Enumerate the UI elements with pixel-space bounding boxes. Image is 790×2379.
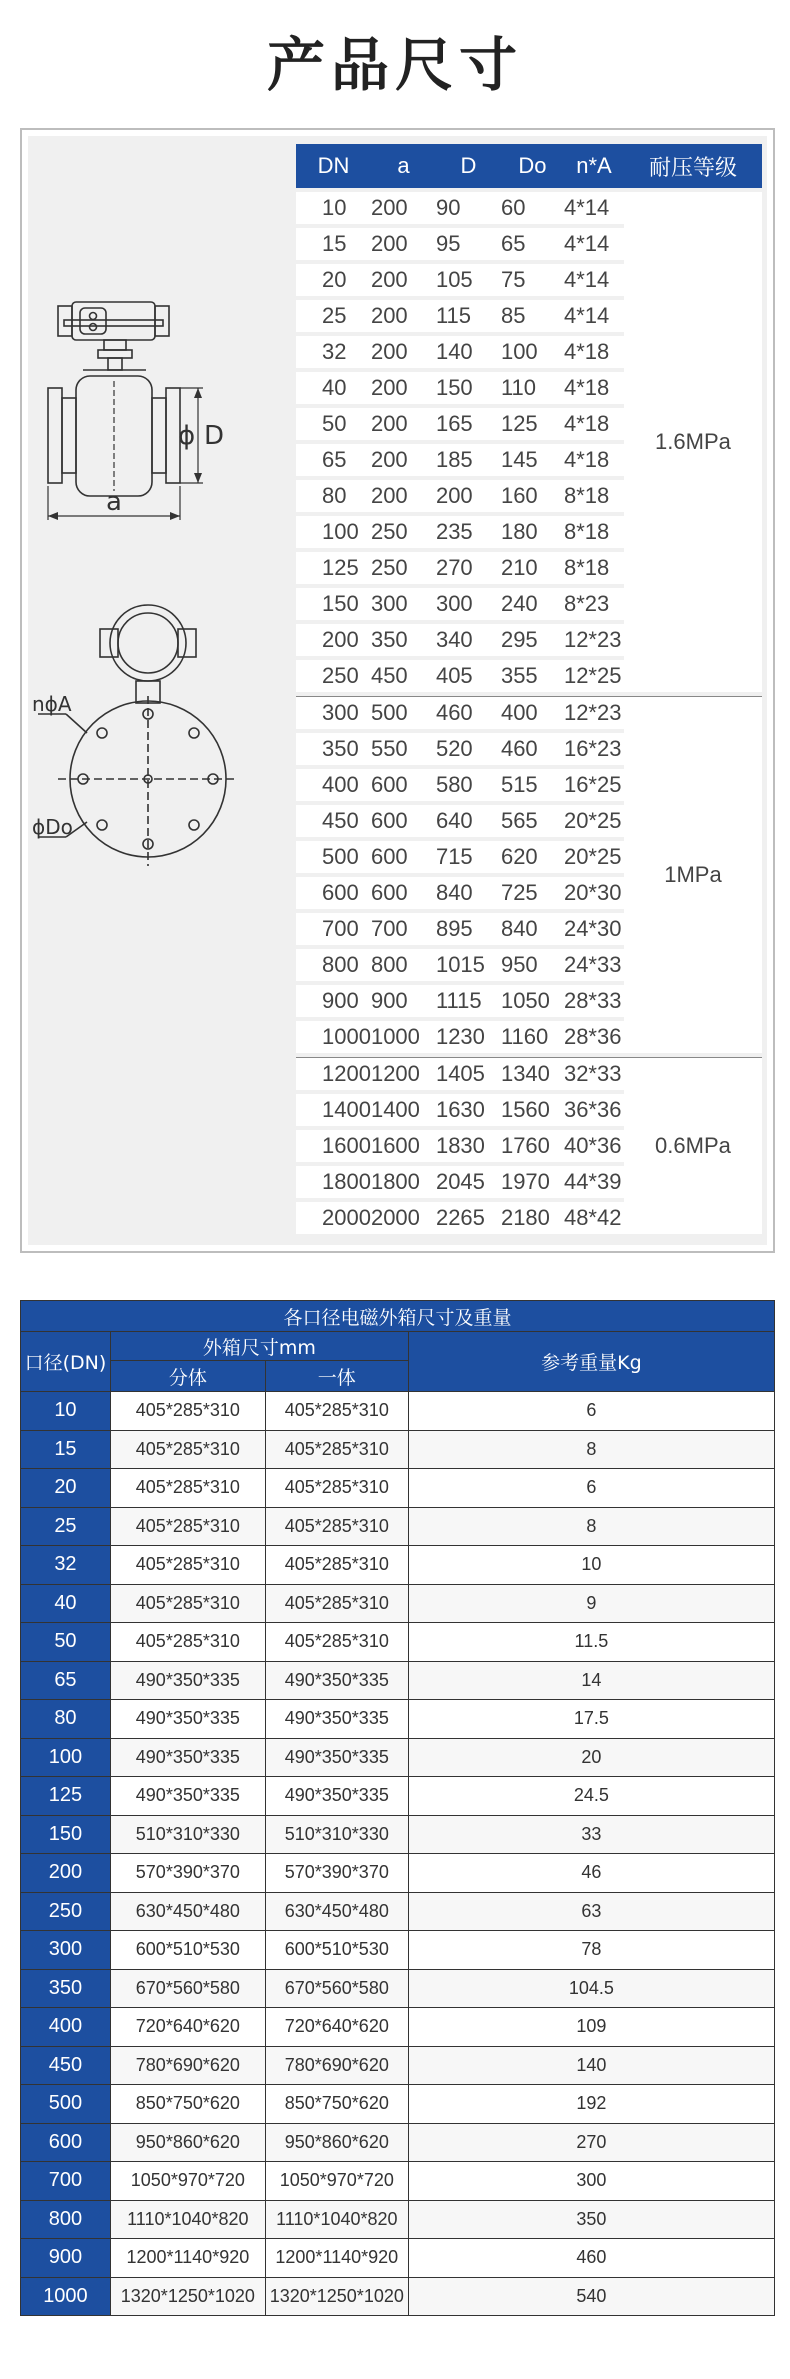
weight-cell-dn: 600: [21, 2123, 111, 2162]
weight-cell-dn: 125: [21, 1777, 111, 1816]
spec-cell: 40*36: [564, 1130, 624, 1162]
spec-cell: 1405: [436, 1057, 501, 1090]
spec-cell: 1230: [436, 1021, 501, 1053]
spec-header-a: a: [371, 144, 436, 188]
weight-cell: 850*750*620: [265, 2085, 408, 2124]
weight-cell: 9: [408, 1584, 774, 1623]
weight-row: [21, 1969, 775, 2008]
weight-cell: 670*560*580: [110, 1969, 265, 2008]
spec-cell: 48*42: [564, 1202, 624, 1234]
weight-cell: 20: [408, 1738, 774, 1777]
spec-cell: 600: [371, 769, 436, 801]
spec-cell: 12*25: [564, 660, 624, 692]
spec-cell: 8*18: [564, 516, 624, 548]
spec-cell: 28*36: [564, 1021, 624, 1053]
weight-cell-dn: 450: [21, 2046, 111, 2085]
weight-cell: 720*640*620: [265, 2008, 408, 2047]
page-title: 产品尺寸: [266, 31, 523, 99]
weight-cell: 950*860*620: [265, 2123, 408, 2162]
weight-cell: 17.5: [408, 1700, 774, 1739]
weight-cell-dn: 25: [21, 1507, 111, 1546]
spec-cell: 65: [296, 444, 371, 476]
spec-cell: 200: [371, 300, 436, 332]
weight-row: [21, 1700, 775, 1739]
spec-cell: 200: [371, 408, 436, 440]
weight-header-integral: 一体: [265, 1361, 408, 1392]
weight-cell-dn: 20: [21, 1469, 111, 1508]
weight-cell: 270: [408, 2123, 774, 2162]
spec-cell: 580: [436, 769, 501, 801]
spec-cell: 1115: [436, 985, 501, 1017]
spec-cell: 515: [501, 769, 564, 801]
spec-row: [296, 696, 762, 729]
weight-cell-dn: 32: [21, 1546, 111, 1585]
spec-cell: 105: [436, 264, 501, 296]
spec-cell: 95: [436, 228, 501, 260]
spec-cell: 950: [501, 949, 564, 981]
dimension-panel: [20, 128, 775, 1253]
spec-row: [296, 1057, 762, 1090]
spec-cell: 400: [501, 696, 564, 729]
spec-cell: 640: [436, 805, 501, 837]
spec-cell: 32: [296, 336, 371, 368]
spec-cell: 1050: [501, 985, 564, 1017]
spec-cell: 80: [296, 480, 371, 512]
spec-cell: 800: [296, 949, 371, 981]
spec-cell: 840: [501, 913, 564, 945]
spec-cell: 1340: [501, 1057, 564, 1090]
spec-cell: 110: [501, 372, 564, 404]
spec-cell: 125: [296, 552, 371, 584]
weight-cell: 78: [408, 1931, 774, 1970]
spec-cell: 24*33: [564, 949, 624, 981]
spec-cell: 295: [501, 624, 564, 656]
weight-cell-dn: 10: [21, 1392, 111, 1431]
spec-cell: 185: [436, 444, 501, 476]
spec-cell: 100: [501, 336, 564, 368]
spec-cell: 700: [296, 913, 371, 945]
weight-row: [21, 2123, 775, 2162]
weight-cell: 630*450*480: [265, 1892, 408, 1931]
spec-cell: 200: [371, 480, 436, 512]
weight-cell: 405*285*310: [265, 1430, 408, 1469]
spec-cell: 85: [501, 300, 564, 332]
weight-cell: 24.5: [408, 1777, 774, 1816]
spec-cell: 200: [371, 192, 436, 224]
label-phi: ϕ: [178, 421, 196, 451]
spec-cell: 250: [371, 552, 436, 584]
weight-row: [21, 1738, 775, 1777]
spec-cell: 1630: [436, 1094, 501, 1126]
spec-cell: 500: [371, 696, 436, 729]
spec-header-dn: DN: [296, 144, 371, 188]
weight-cell: 600*510*530: [110, 1931, 265, 1970]
label-n-phi-a: nϕA: [32, 692, 72, 716]
spec-cell: 20*30: [564, 877, 624, 909]
spec-cell: 1600: [371, 1130, 436, 1162]
weight-cell-dn: 300: [21, 1931, 111, 1970]
weight-cell-dn: 80: [21, 1700, 111, 1739]
weight-cell: 192: [408, 2085, 774, 2124]
spec-cell: 20*25: [564, 841, 624, 873]
spec-cell: 1830: [436, 1130, 501, 1162]
spec-cell: 4*14: [564, 300, 624, 332]
weight-cell: 490*350*335: [265, 1661, 408, 1700]
weight-cell-dn: 800: [21, 2200, 111, 2239]
weight-cell-dn: 500: [21, 2085, 111, 2124]
spec-cell: 1800: [296, 1166, 371, 1198]
weight-cell: 405*285*310: [110, 1430, 265, 1469]
weight-cell-dn: 400: [21, 2008, 111, 2047]
spec-cell: 4*14: [564, 228, 624, 260]
spec-cell: 2000: [371, 1202, 436, 1234]
spec-cell: 2265: [436, 1202, 501, 1234]
weight-table: [20, 1300, 775, 2316]
spec-cell: 4*14: [564, 192, 624, 224]
spec-cell: 4*18: [564, 372, 624, 404]
spec-cell: 1200: [371, 1057, 436, 1090]
weight-cell-dn: 200: [21, 1854, 111, 1893]
spec-cell: 1000: [296, 1021, 371, 1053]
weight-cell: 8: [408, 1430, 774, 1469]
spec-cell: 355: [501, 660, 564, 692]
weight-cell: 490*350*335: [265, 1700, 408, 1739]
weight-cell: 1110*1040*820: [265, 2200, 408, 2239]
spec-cell: 4*18: [564, 444, 624, 476]
spec-cell: 200: [296, 624, 371, 656]
spec-cell: 840: [436, 877, 501, 909]
spec-cell: 300: [296, 696, 371, 729]
spec-cell: 1800: [371, 1166, 436, 1198]
spec-cell: 50: [296, 408, 371, 440]
weight-cell: 350: [408, 2200, 774, 2239]
spec-cell: 200: [371, 444, 436, 476]
spec-cell: 240: [501, 588, 564, 620]
weight-cell: 300: [408, 2162, 774, 2201]
spec-cell: 1970: [501, 1166, 564, 1198]
weight-cell-dn: 100: [21, 1738, 111, 1777]
spec-cell: 200: [371, 228, 436, 260]
spec-cell: 2000: [296, 1202, 371, 1234]
weight-cell: 570*390*370: [265, 1854, 408, 1893]
spec-cell: 125: [501, 408, 564, 440]
weight-cell: 490*350*335: [265, 1777, 408, 1816]
spec-cell: 8*18: [564, 552, 624, 584]
spec-cell: 75: [501, 264, 564, 296]
weight-cell: 540: [408, 2277, 774, 2316]
spec-cell: 800: [371, 949, 436, 981]
spec-cell: 1400: [371, 1094, 436, 1126]
spec-cell: 250: [371, 516, 436, 548]
weight-cell: 11.5: [408, 1623, 774, 1662]
spec-cell: 4*14: [564, 264, 624, 296]
weight-cell: 405*285*310: [110, 1469, 265, 1508]
weight-table-body: [21, 1392, 775, 2316]
weight-cell: 46: [408, 1854, 774, 1893]
spec-cell: 4*18: [564, 408, 624, 440]
weight-cell: 405*285*310: [110, 1623, 265, 1662]
spec-cell: 1760: [501, 1130, 564, 1162]
weight-cell: 405*285*310: [265, 1623, 408, 1662]
spec-table-body: [296, 192, 762, 1234]
weight-row: [21, 1584, 775, 1623]
flowmeter-drawing: [28, 136, 298, 1245]
spec-cell: 150: [436, 372, 501, 404]
spec-pressure-rating: 1.6MPa: [624, 192, 762, 692]
spec-cell: 600: [371, 877, 436, 909]
spec-header-do: Do: [501, 144, 564, 188]
weight-row: [21, 1661, 775, 1700]
spec-cell: 1000: [371, 1021, 436, 1053]
weight-cell: 630*450*480: [110, 1892, 265, 1931]
spec-cell: 1200: [296, 1057, 371, 1090]
weight-cell: 104.5: [408, 1969, 774, 2008]
weight-header-weight: 参考重量Kg: [408, 1332, 774, 1392]
weight-cell: 10: [408, 1546, 774, 1585]
spec-row: [296, 192, 762, 224]
spec-cell: 900: [296, 985, 371, 1017]
weight-row: [21, 1623, 775, 1662]
spec-cell: 2180: [501, 1202, 564, 1234]
spec-table-header: [296, 144, 762, 188]
weight-row: [21, 2200, 775, 2239]
spec-header-pressure: 耐压等级: [624, 144, 762, 188]
weight-row: [21, 1469, 775, 1508]
weight-cell: 490*350*335: [110, 1661, 265, 1700]
weight-cell: 1200*1140*920: [265, 2239, 408, 2278]
spec-cell: 20: [296, 264, 371, 296]
spec-cell: 40: [296, 372, 371, 404]
weight-cell-dn: 50: [21, 1623, 111, 1662]
spec-cell: 400: [296, 769, 371, 801]
spec-cell: 460: [501, 733, 564, 765]
weight-cell: 720*640*620: [110, 2008, 265, 2047]
weight-cell: 950*860*620: [110, 2123, 265, 2162]
spec-cell: 715: [436, 841, 501, 873]
weight-cell: 510*310*330: [110, 1815, 265, 1854]
spec-cell: 200: [371, 264, 436, 296]
spec-pressure-rating: 0.6MPa: [624, 1057, 762, 1234]
spec-cell: 12*23: [564, 624, 624, 656]
weight-cell: 850*750*620: [110, 2085, 265, 2124]
weight-row: [21, 1892, 775, 1931]
spec-cell: 600: [371, 841, 436, 873]
spec-cell: 450: [296, 805, 371, 837]
spec-cell: 1015: [436, 949, 501, 981]
weight-cell: 109: [408, 2008, 774, 2047]
spec-cell: 1560: [501, 1094, 564, 1126]
spec-cell: 340: [436, 624, 501, 656]
spec-cell: 15: [296, 228, 371, 260]
spec-cell: 25: [296, 300, 371, 332]
spec-header-na: n*A: [564, 144, 624, 188]
spec-cell: 200: [371, 336, 436, 368]
weight-cell: 570*390*370: [110, 1854, 265, 1893]
spec-cell: 520: [436, 733, 501, 765]
spec-cell: 4*18: [564, 336, 624, 368]
weight-row: [21, 2046, 775, 2085]
meter-body-side: [48, 370, 180, 496]
weight-cell: 405*285*310: [265, 1469, 408, 1508]
weight-row: [21, 1546, 775, 1585]
spec-cell: 250: [296, 660, 371, 692]
spec-cell: 10: [296, 192, 371, 224]
spec-cell: 550: [371, 733, 436, 765]
weight-cell: 405*285*310: [110, 1392, 265, 1431]
spec-cell: 450: [371, 660, 436, 692]
weight-row: [21, 2239, 775, 2278]
spec-header-d: D: [436, 144, 501, 188]
spec-cell: 700: [371, 913, 436, 945]
spec-cell: 24*30: [564, 913, 624, 945]
weight-row: [21, 1815, 775, 1854]
weight-cell-dn: 1000: [21, 2277, 111, 2316]
weight-cell: 1110*1040*820: [110, 2200, 265, 2239]
weight-cell: 14: [408, 1661, 774, 1700]
spec-table: [296, 140, 762, 1238]
spec-cell: 620: [501, 841, 564, 873]
spec-cell: 405: [436, 660, 501, 692]
spec-cell: 60: [501, 192, 564, 224]
weight-row: [21, 1392, 775, 1431]
weight-cell-dn: 350: [21, 1969, 111, 2008]
weight-row: [21, 2162, 775, 2201]
label-D: D: [204, 421, 225, 451]
weight-cell-dn: 40: [21, 1584, 111, 1623]
weight-cell-dn: 65: [21, 1661, 111, 1700]
spec-cell: 100: [296, 516, 371, 548]
dimension-panel-inner: [28, 136, 767, 1245]
spec-cell: 180: [501, 516, 564, 548]
spec-cell: 270: [436, 552, 501, 584]
spec-cell: 500: [296, 841, 371, 873]
converter-head-side: [58, 302, 169, 370]
spec-cell: 160: [501, 480, 564, 512]
spec-cell: 8*18: [564, 480, 624, 512]
weight-row: [21, 2277, 775, 2316]
weight-row: [21, 1430, 775, 1469]
spec-cell: 200: [436, 480, 501, 512]
spec-cell: 165: [436, 408, 501, 440]
weight-cell: 33: [408, 1815, 774, 1854]
weight-cell-dn: 15: [21, 1430, 111, 1469]
label-a: a: [106, 487, 122, 517]
weight-cell: 1200*1140*920: [110, 2239, 265, 2278]
spec-cell: 210: [501, 552, 564, 584]
spec-cell: 150: [296, 588, 371, 620]
weight-header-box: 外箱尺寸mm: [110, 1332, 408, 1361]
weight-cell: 460: [408, 2239, 774, 2278]
spec-cell: 1600: [296, 1130, 371, 1162]
weight-table-title: 各口径电磁外箱尺寸及重量: [21, 1301, 775, 1332]
weight-cell-dn: 900: [21, 2239, 111, 2278]
spec-cell: 300: [436, 588, 501, 620]
spec-cell: 2045: [436, 1166, 501, 1198]
weight-cell: 490*350*335: [110, 1700, 265, 1739]
spec-cell: 16*23: [564, 733, 624, 765]
weight-cell: 6: [408, 1392, 774, 1431]
spec-cell: 900: [371, 985, 436, 1017]
weight-cell: 405*285*310: [265, 1584, 408, 1623]
spec-cell: 600: [371, 805, 436, 837]
weight-cell: 63: [408, 1892, 774, 1931]
weight-cell: 140: [408, 2046, 774, 2085]
weight-cell: 490*350*335: [110, 1738, 265, 1777]
weight-cell: 490*350*335: [265, 1738, 408, 1777]
spec-cell: 895: [436, 913, 501, 945]
spec-cell: 1400: [296, 1094, 371, 1126]
spec-cell: 725: [501, 877, 564, 909]
weight-cell: 780*690*620: [110, 2046, 265, 2085]
weight-cell: 1320*1250*1020: [110, 2277, 265, 2316]
spec-cell: 16*25: [564, 769, 624, 801]
weight-cell: 1050*970*720: [265, 2162, 408, 2201]
weight-row: [21, 1931, 775, 1970]
spec-cell: 44*39: [564, 1166, 624, 1198]
spec-cell: 65: [501, 228, 564, 260]
weight-cell: 405*285*310: [110, 1546, 265, 1585]
weight-row: [21, 2008, 775, 2047]
spec-cell: 28*33: [564, 985, 624, 1017]
weight-cell: 490*350*335: [110, 1777, 265, 1816]
spec-cell: 20*25: [564, 805, 624, 837]
weight-row: [21, 1854, 775, 1893]
spec-cell: 565: [501, 805, 564, 837]
weight-header-split: 分体: [110, 1361, 265, 1392]
spec-cell: 300: [371, 588, 436, 620]
spec-pressure-rating: 1MPa: [624, 696, 762, 1053]
weight-cell: 405*285*310: [265, 1546, 408, 1585]
weight-cell: 6: [408, 1469, 774, 1508]
spec-cell: 12*23: [564, 696, 624, 729]
spec-cell: 140: [436, 336, 501, 368]
spec-cell: 235: [436, 516, 501, 548]
spec-cell: 460: [436, 696, 501, 729]
spec-cell: 145: [501, 444, 564, 476]
weight-row: [21, 2085, 775, 2124]
spec-cell: 8*23: [564, 588, 624, 620]
spec-cell: 36*36: [564, 1094, 624, 1126]
weight-cell: 405*285*310: [265, 1507, 408, 1546]
spec-cell: 115: [436, 300, 501, 332]
weight-cell: 670*560*580: [265, 1969, 408, 2008]
weight-cell: 1050*970*720: [110, 2162, 265, 2201]
spec-cell: 350: [296, 733, 371, 765]
weight-cell: 405*285*310: [110, 1584, 265, 1623]
weight-cell: 1320*1250*1020: [265, 2277, 408, 2316]
weight-cell-dn: 250: [21, 1892, 111, 1931]
weight-cell-dn: 700: [21, 2162, 111, 2201]
weight-header-dn: 口径(DN): [21, 1332, 111, 1392]
spec-cell: 1160: [501, 1021, 564, 1053]
weight-row: [21, 1507, 775, 1546]
weight-cell: 8: [408, 1507, 774, 1546]
weight-cell: 510*310*330: [265, 1815, 408, 1854]
weight-row: [21, 1777, 775, 1816]
weight-cell: 405*285*310: [265, 1392, 408, 1431]
spec-cell: 600: [296, 877, 371, 909]
spec-cell: 90: [436, 192, 501, 224]
spec-cell: 32*33: [564, 1057, 624, 1090]
weight-cell: 600*510*530: [265, 1931, 408, 1970]
weight-cell: 405*285*310: [110, 1507, 265, 1546]
weight-cell-dn: 150: [21, 1815, 111, 1854]
spec-cell: 200: [371, 372, 436, 404]
label-phi-do: ϕDo: [32, 815, 73, 839]
spec-cell: 350: [371, 624, 436, 656]
weight-cell: 780*690*620: [265, 2046, 408, 2085]
